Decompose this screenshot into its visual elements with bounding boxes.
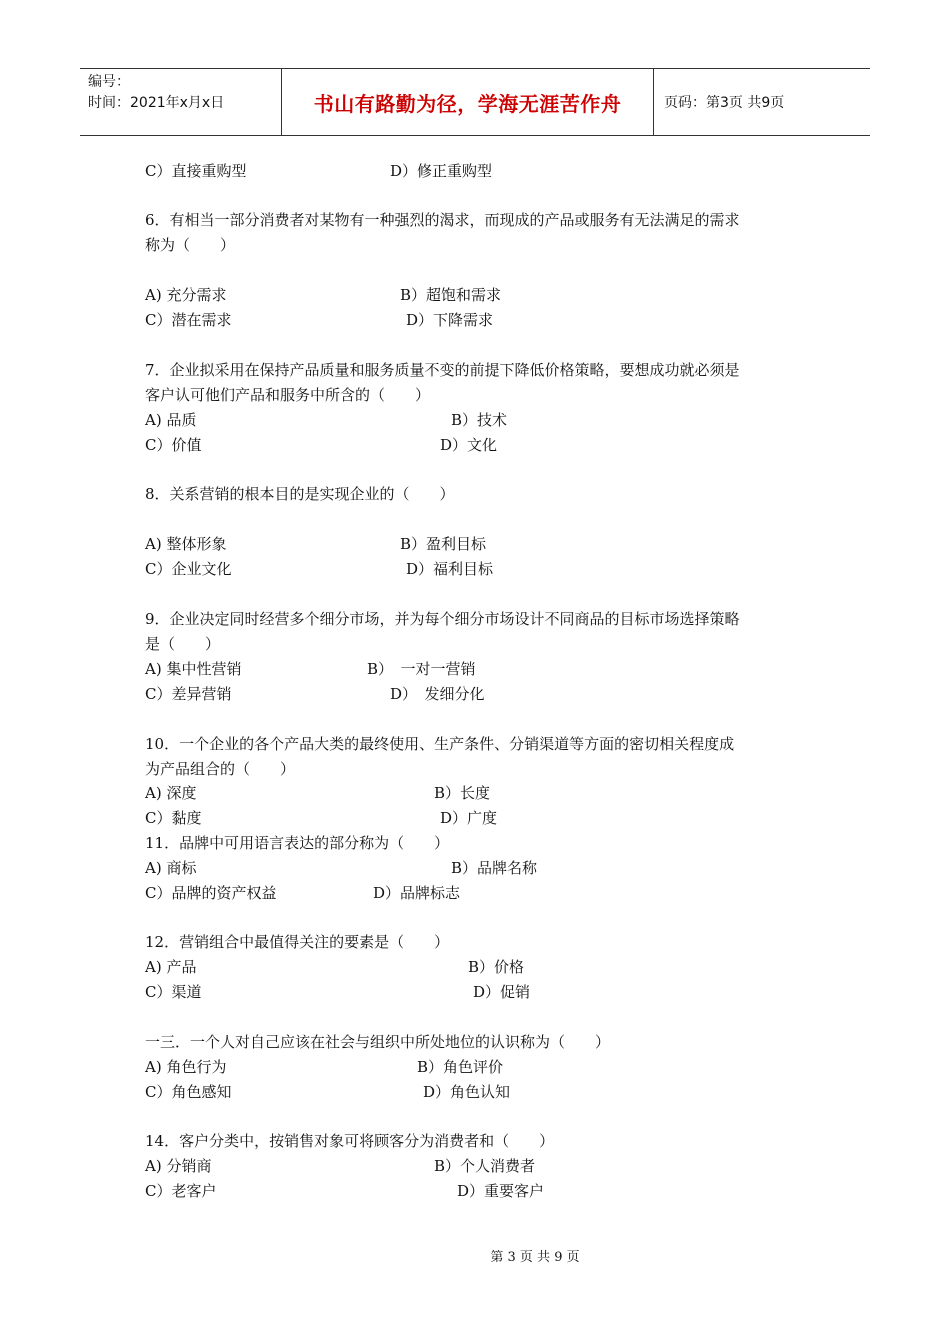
q13-option-b: B）角色评价 xyxy=(417,1058,504,1076)
q10-stem-line2: 为产品组合的（ ） xyxy=(145,760,296,778)
q14-option-a: A) 分销商 xyxy=(145,1157,212,1175)
q9-option-a: A) 集中性营销 xyxy=(145,660,242,678)
q13-option-c: C）角色感知 xyxy=(145,1083,232,1101)
q11-option-a: A) 商标 xyxy=(145,859,197,877)
q6-stem-line2: 称为（ ） xyxy=(145,236,236,254)
q6-stem-line1: 6．有相当一部分消费者对某物有一种强烈的渴求，而现成的产品或服务有无法满足的需求 xyxy=(145,211,740,229)
q9-option-d: D） 发细分化 xyxy=(390,685,485,703)
serial-label: 编号： xyxy=(88,74,130,90)
q14-option-c: C）老客户 xyxy=(145,1182,217,1200)
q12-stem-line1: 12．营销组合中最值得关注的要素是（ ） xyxy=(145,933,450,951)
q7-stem-line1: 7．企业拟采用在保持产品质量和服务质量不变的前提下降低价格策略，要想成功就必须是 xyxy=(145,361,740,379)
q10-option-d: D）广度 xyxy=(440,809,498,827)
q13-option-a: A) 角色行为 xyxy=(145,1058,227,1076)
q13-stem-line1: 一三．一个人对自己应该在社会与组织中所处地位的认识称为（ ） xyxy=(145,1033,611,1051)
q5-option-d: D）修正重购型 xyxy=(390,162,493,180)
q9-option-b: B） 一对一营销 xyxy=(367,660,476,678)
q9-stem-line2: 是（ ） xyxy=(145,635,221,653)
q10-option-a: A) 深度 xyxy=(145,784,197,802)
q6-option-a: A) 充分需求 xyxy=(145,286,227,304)
q8-option-b: B）盈利目标 xyxy=(400,535,487,553)
q11-stem-line1: 11．品牌中可用语言表达的部分称为（ ） xyxy=(145,834,450,852)
q11-option-c: C）品牌的资产权益 xyxy=(145,884,277,902)
q5-option-c: C）直接重购型 xyxy=(145,162,247,180)
q12-option-a: A) 产品 xyxy=(145,958,197,976)
page-header xyxy=(80,68,870,136)
time-label: 时间：2021年x月x日 xyxy=(88,95,225,111)
q7-option-a: A) 品质 xyxy=(145,411,197,429)
q11-option-d: D）品牌标志 xyxy=(373,884,461,902)
q7-option-b: B）技术 xyxy=(451,411,508,429)
q6-option-d: D）下降需求 xyxy=(406,311,494,329)
q6-option-b: B）超饱和需求 xyxy=(400,286,502,304)
q10-option-b: B）长度 xyxy=(434,784,491,802)
q13-option-d: D）角色认知 xyxy=(423,1083,511,1101)
q6-option-c: C）潜在需求 xyxy=(145,311,232,329)
q7-option-c: C）价值 xyxy=(145,436,202,454)
q12-option-c: C）渠道 xyxy=(145,983,202,1001)
header-meta xyxy=(80,69,281,135)
q8-option-a: A) 整体形象 xyxy=(145,535,227,553)
page-footer: 第 3 页 共 9 页 xyxy=(490,1250,580,1265)
q8-stem-line1: 8．关系营销的根本目的是实现企业的（ ） xyxy=(145,485,455,503)
q14-stem-line1: 14．客户分类中，按销售对象可将顾客分为消费者和（ ） xyxy=(145,1132,555,1150)
q14-option-d: D）重要客户 xyxy=(457,1182,545,1200)
q10-stem-line1: 10．一个企业的各个产品大类的最终使用、生产条件、分销渠道等方面的密切相关程度成 xyxy=(145,735,735,753)
q12-option-b: B）价格 xyxy=(468,958,525,976)
q9-option-c: C）差异营销 xyxy=(145,685,232,703)
q8-option-d: D）福利目标 xyxy=(406,560,494,578)
q9-stem-line1: 9．企业决定同时经营多个细分市场，并为每个细分市场设计不同商品的目标市场选择策略 xyxy=(145,610,740,628)
q10-option-c: C）黏度 xyxy=(145,809,202,827)
q14-option-b: B）个人消费者 xyxy=(434,1157,536,1175)
q7-stem-line2: 客户认可他们产品和服务中所含的（ ） xyxy=(145,386,431,404)
q11-option-b: B）品牌名称 xyxy=(451,859,538,877)
q7-option-d: D）文化 xyxy=(440,436,498,454)
header-page-info: 页码：第3页 共9页 xyxy=(664,95,785,111)
q8-option-c: C）企业文化 xyxy=(145,560,232,578)
header-motto: 书山有路勤为径，学海无涯苦作舟 xyxy=(281,69,654,135)
q12-option-d: D）促销 xyxy=(473,983,531,1001)
